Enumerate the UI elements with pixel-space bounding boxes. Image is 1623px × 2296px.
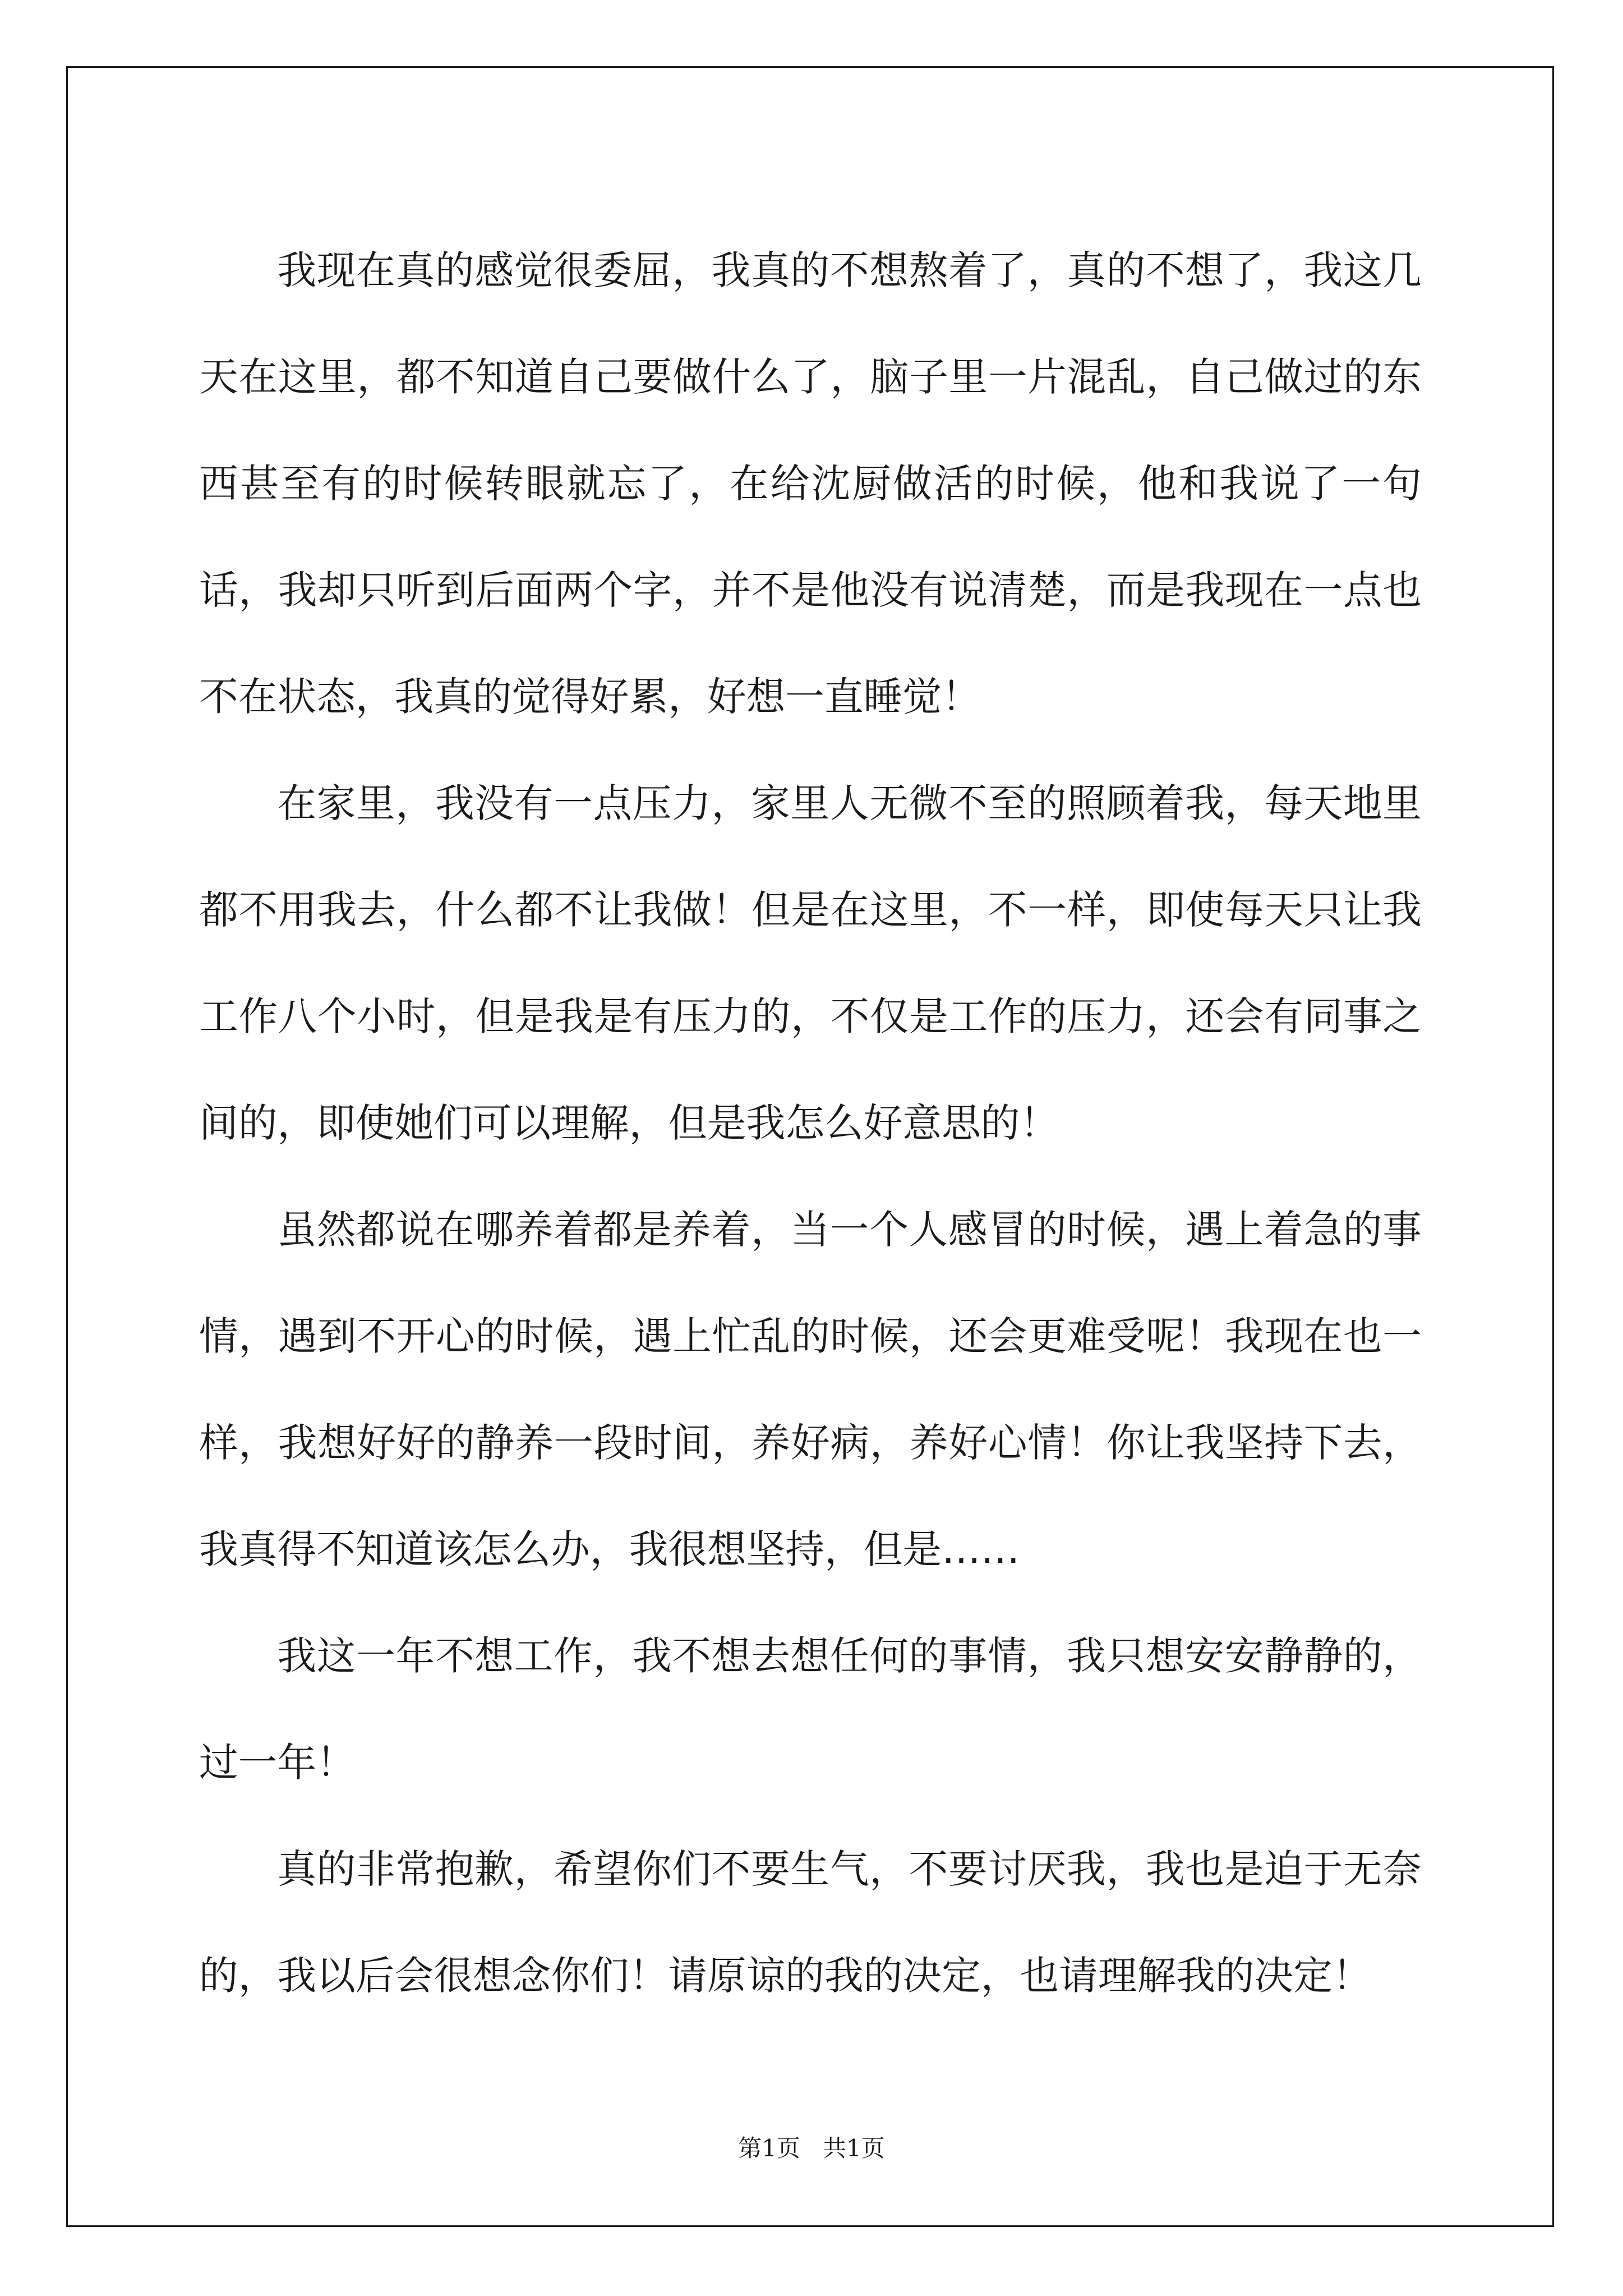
paragraph: 真的非常抱歉，希望你们不要生气，不要讨厌我，我也是迫于无奈的，我以后会很想念你们！请原谅的我的决定，也请理解我的决定！ [199, 1847, 1422, 1999]
document-body [199, 218, 1422, 2030]
paragraph: 我这一年不想工作，我不想去想任何的事情，我只想安安静静的，过一年！ [199, 1634, 1422, 1786]
paragraph: 我现在真的感觉很委屈，我真的不想熬着了，真的不想了，我这几天在这里，都不知道自己要做什么了，脑子里一片混乱，自己做过的东西甚至有的时候转眼就忘了，在给沈厨做活的时候，他和我说了一句话，我却只听到后面两个字，并不是他没有说清楚，而是我现在一点也不在状态，我真的觉得好累，好想一直睡觉！ [199, 248, 1422, 720]
paragraph: 虽然都说在哪养着都是养着，当一个人感冒的时候，遇上着急的事情，遇到不开心的时候，遇上忙乱的时候，还会更难受呢！我现在也一样，我想好好的静养一段时间，养好病，养好心情！你让我坚持下去，我真得不知道该怎么办，我很想坚持，但是…… [199, 1207, 1422, 1572]
paragraph: 在家里，我没有一点压力，家里人无微不至的照顾着我，每天地里都不用我去，什么都不让我做！但是在这里，不一样，即使每天只让我工作八个小时，但是我是有压力的，不仅是工作的压力，还会有同事之间的，即使她们可以理解，但是我怎么好意思的！ [199, 781, 1422, 1146]
page-number-footer: 第1页 共1页 [738, 2134, 885, 2162]
